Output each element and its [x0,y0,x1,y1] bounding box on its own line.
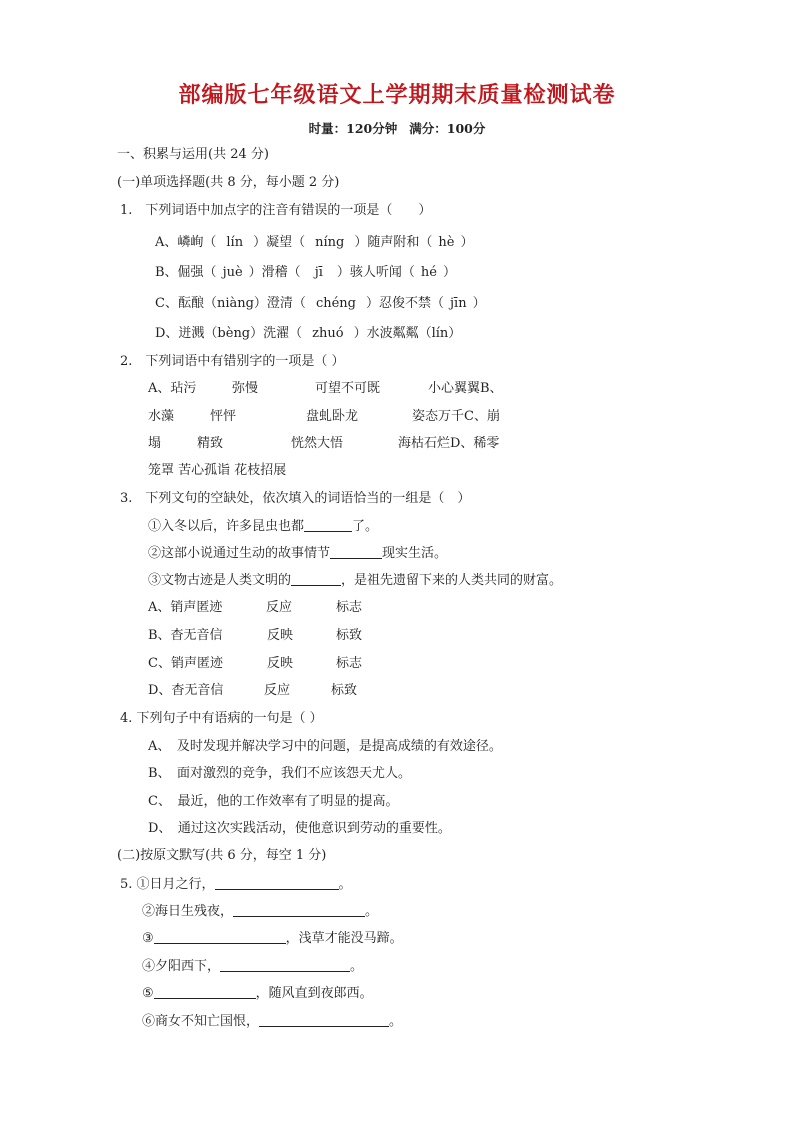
blank-line [215,877,339,890]
blank-line [259,1014,389,1027]
q4-option-c: C、 最近，他的工作效率有了明显的提高。 [148,794,399,809]
q5-line-1: 5. ①日月之行， 。 [120,877,352,892]
section-recitation: (二)按原文默写(共 6 分，每空 1 分) [117,848,327,863]
q3-sentence-1: ①入冬以后，许多昆虫也都 了。 [148,519,379,534]
q4-option-a: A、 及时发现并解决学习中的问题，是提高成绩的有效途径。 [148,739,502,754]
blank-line [220,959,350,972]
exam-title: 部编版七年级语文上学期期末质量检测试卷 [178,82,616,108]
q2-row-4: 笼罩 苦心孤诣 花枝招展 [148,463,287,478]
q3-stem: 3. 下列文句的空缺处，依次填入的词语恰当的一组是（ ） [120,491,471,506]
q1-stem: 1. 下列词语中加点字的注音有错误的一项是（ ） [120,203,432,218]
q3-sentence-3: ③文物古迹是人类文明的 ，是祖先遗留下来的人类共同的财富。 [148,573,563,588]
blank-line [154,931,286,944]
q1-option-b: B、倔强（ juè ）滑稽（ jī ）骇人听闻（ hé ） [155,265,456,280]
blank-line [291,573,341,586]
section-single-choice: (一)单项选择题(共 8 分，每小题 2 分) [117,175,340,190]
q5-line-3: ③ ，浅草才能没马蹄。 [142,931,403,946]
q4-option-d: D、 通过这次实践活动，使他意识到劳动的重要性。 [148,821,451,836]
q4-stem: 4. 下列句子中有语病的一句是（ ） [120,711,323,726]
q1-option-c: C、酝酿（niàng）澄清（ chéng ）忍俊不禁（ jīn ） [155,296,486,311]
q3-sentence-2: ②这部小说通过生动的故事情节 现实生活。 [148,546,448,561]
q1-option-d: D、迸溅（bèng）洗濯（ zhuó ）水波粼粼（lín） [155,326,462,341]
score-label: 满分：100分 [409,121,486,136]
exam-subtitle [0,123,794,136]
blank-line [304,519,352,532]
part1-heading: 一、积累与运用(共 24 分) [117,147,269,162]
time-label: 时量：120分钟 [308,121,398,136]
q5-line-2: ②海日生残夜， 。 [142,904,379,919]
q4-option-b: B、 面对激烈的竞争，我们不应该怨天尤人。 [148,766,412,781]
blank-line [233,904,365,917]
q1-option-a: A、嶙峋（ lín ）凝望（ níng ）随声附和（ hè ） [155,235,474,250]
blank-line [154,986,256,999]
q2-stem: 2. 下列词语中有错别字的一项是（ ） [120,354,345,369]
q5-line-6: ⑥商女不知亡国恨， 。 [142,1014,403,1029]
q5-line-5: ⑤ ，随风直到夜郎西。 [142,986,373,1001]
q5-line-4: ④夕阳西下， 。 [142,959,364,974]
blank-line [330,546,382,559]
